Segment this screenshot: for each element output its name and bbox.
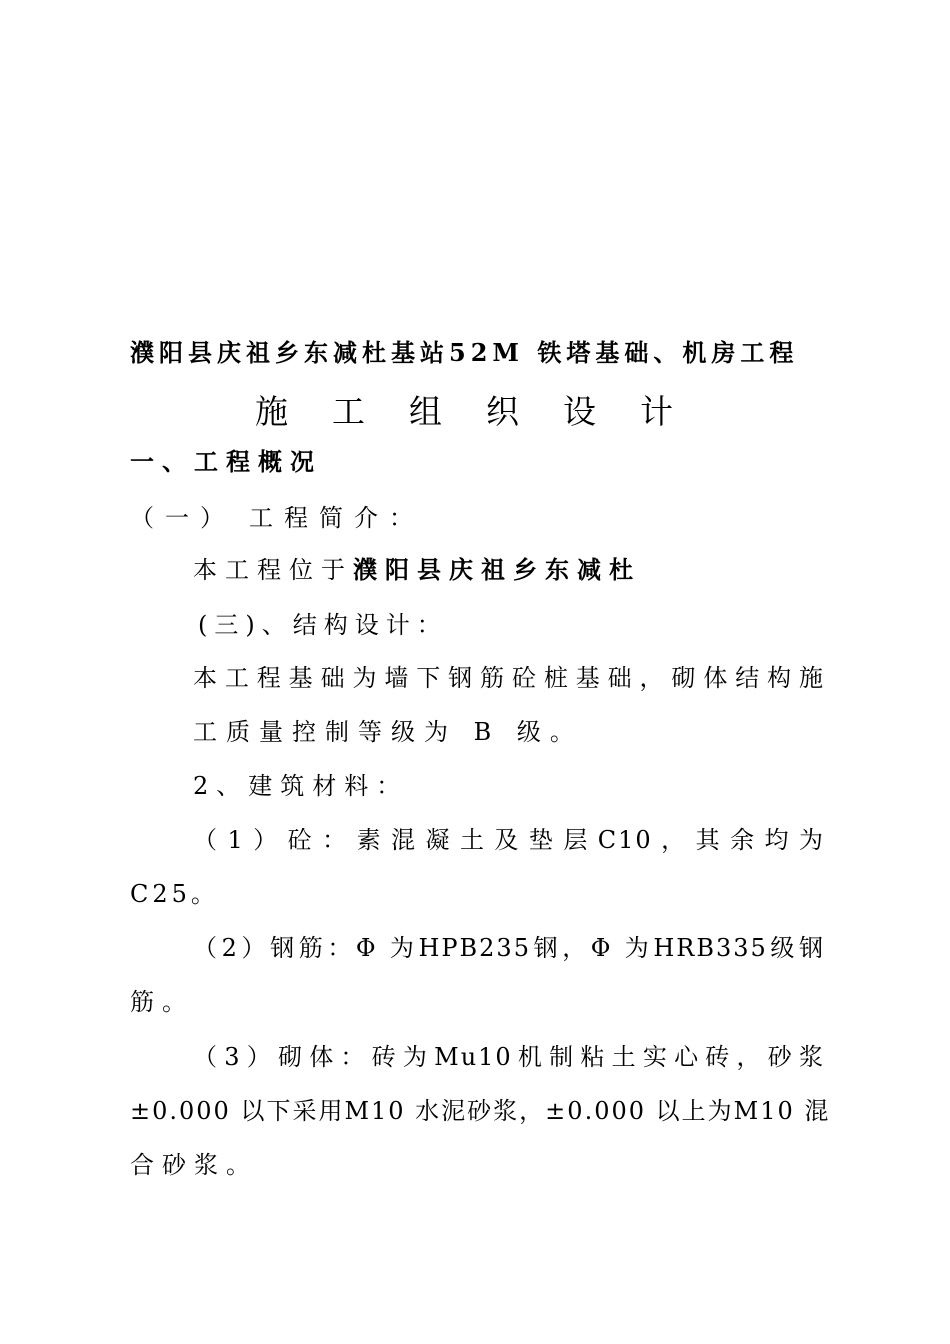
intro-prefix: 本工程位于	[193, 556, 353, 584]
subsection-label: （一）	[130, 504, 235, 532]
subsection-heading-intro	[130, 503, 424, 533]
subsection-heading-structure: (三)、结构设计：	[198, 611, 448, 639]
document-title-line2: 施工组织设计	[255, 392, 717, 431]
section-heading-overview: 一、工程概况	[130, 447, 322, 476]
materials-heading: 2、建筑材料：	[193, 772, 409, 800]
material-rebar-line2: 筋。	[130, 988, 194, 1016]
material-rebar-line1: （2）钢筋：Φ 为HPB235钢，Φ 为HRB335级钢	[193, 934, 825, 962]
intro-paragraph	[193, 555, 641, 585]
structure-paragraph-line2: 工质量控制等级为 B 级。	[193, 718, 583, 746]
material-masonry-line1: （3）砌体：砖为Mu10机制粘土实心砖，砂浆	[193, 1043, 825, 1071]
material-concrete-line1: （1）砼：素混凝土及垫层C10，其余均为	[193, 826, 825, 854]
intro-location: 濮阳县庆祖乡东减杜	[353, 555, 641, 584]
material-masonry-line2: ±0.000 以下采用M10 水泥砂浆，±0.000 以上为M10 混	[130, 1097, 831, 1125]
material-masonry-line3: 合砂浆。	[130, 1151, 258, 1179]
document-title-line1: 濮阳县庆祖乡东减杜基站52M 铁塔基础、机房工程	[130, 338, 799, 367]
subsection-title: 工程简介：	[249, 504, 424, 532]
structure-paragraph-line1: 本工程基础为墙下钢筋砼桩基础，砌体结构施	[193, 664, 825, 692]
material-concrete-line2: C25。	[130, 880, 219, 908]
